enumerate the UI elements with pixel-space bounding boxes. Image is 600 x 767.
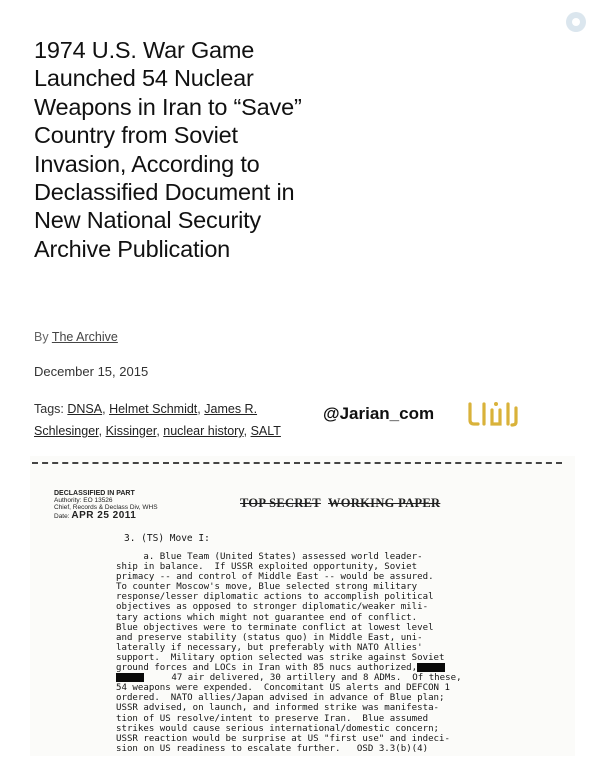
tags-label: Tags: xyxy=(34,402,64,416)
tags-list: Tags: DNSA, Helmet Schmidt, James R. Schlesinger, Kissinger, nuclear history, SALT xyxy=(34,402,281,438)
tag-link[interactable]: Helmet Schmidt xyxy=(109,402,198,416)
declassification-stamp: DECLASSIFIED IN PART Authority: EO 13526 Chief, Records & Declass Div, WHS Date: APR 25 2011 xyxy=(54,490,158,521)
author-link[interactable]: The Archive xyxy=(51,330,118,344)
jarian-logo-icon xyxy=(464,396,524,430)
share-icon[interactable] xyxy=(566,12,586,32)
tag-link[interactable]: nuclear history xyxy=(163,424,244,438)
osd-code: OSD 3.3(b)(4) xyxy=(356,743,429,754)
declassified-document xyxy=(30,456,575,756)
watermark-handle: @Jarian_com xyxy=(323,404,435,423)
redaction-bar xyxy=(417,663,445,672)
byline xyxy=(34,330,118,344)
publish-date: December 15, 2015 xyxy=(34,364,149,379)
byline-prefix: By xyxy=(34,330,49,344)
tag-link[interactable]: SALT xyxy=(250,424,281,438)
classification-stamp: TOP SECRET xyxy=(240,496,321,510)
document-body: a. Blue Team (United States) assessed world leader- ship in balance. If USSR exploited opportunity, Soviet primacy -- and control of Middle East -- would be assured. To counter Moscow's move, Blue selected strong military response/lesser diplomatic actions to accomplish political objectives as opposed to stronger diplomatic/weaker mili- tary actions which might not guarantee end of conflict. Blue objectives were to terminate conflict at lowest level and preserve stability (status quo) in Middle East, uni- laterally if necessary, but preferably with NATO Allies' support. Military option selected was strike against Soviet ground forces and LOCs in Iran with 85 nucs authorized, 47 air delivered, 30 artillery and 8 ADMs. Of these, 54 weapons were expended. Concomitant US alerts and DEFCON 1 ordered. NATO allies/Japan advised in advance of Blue plan; USSR advised, on launch, and informed strike was manifesta- tion of US resolve/intent to preserve Iran. Blue assumed strikes would cause serious international/domestic concern; USSR reaction would be surprise at US "first use" and indeci- sion on US readiness to escalate further. OSD 3.3(b)(4) xyxy=(116,552,462,754)
redaction-bar xyxy=(116,673,144,682)
working-paper-stamp: WORKING PAPER xyxy=(328,496,441,510)
article-title: 1974 U.S. War Game Launched 54 Nuclear Weapons in Iran to “Save” Country from Soviet Invasion, According to Declassified Document in New National Security Archive Publication xyxy=(34,37,302,262)
move-heading: 3. (TS) Move I: xyxy=(124,533,210,544)
tag-link[interactable]: James R. Schlesinger xyxy=(34,402,258,438)
document-edge xyxy=(32,462,562,464)
tag-link[interactable]: DNSA xyxy=(67,402,103,416)
tag-link[interactable]: Kissinger xyxy=(105,424,157,438)
